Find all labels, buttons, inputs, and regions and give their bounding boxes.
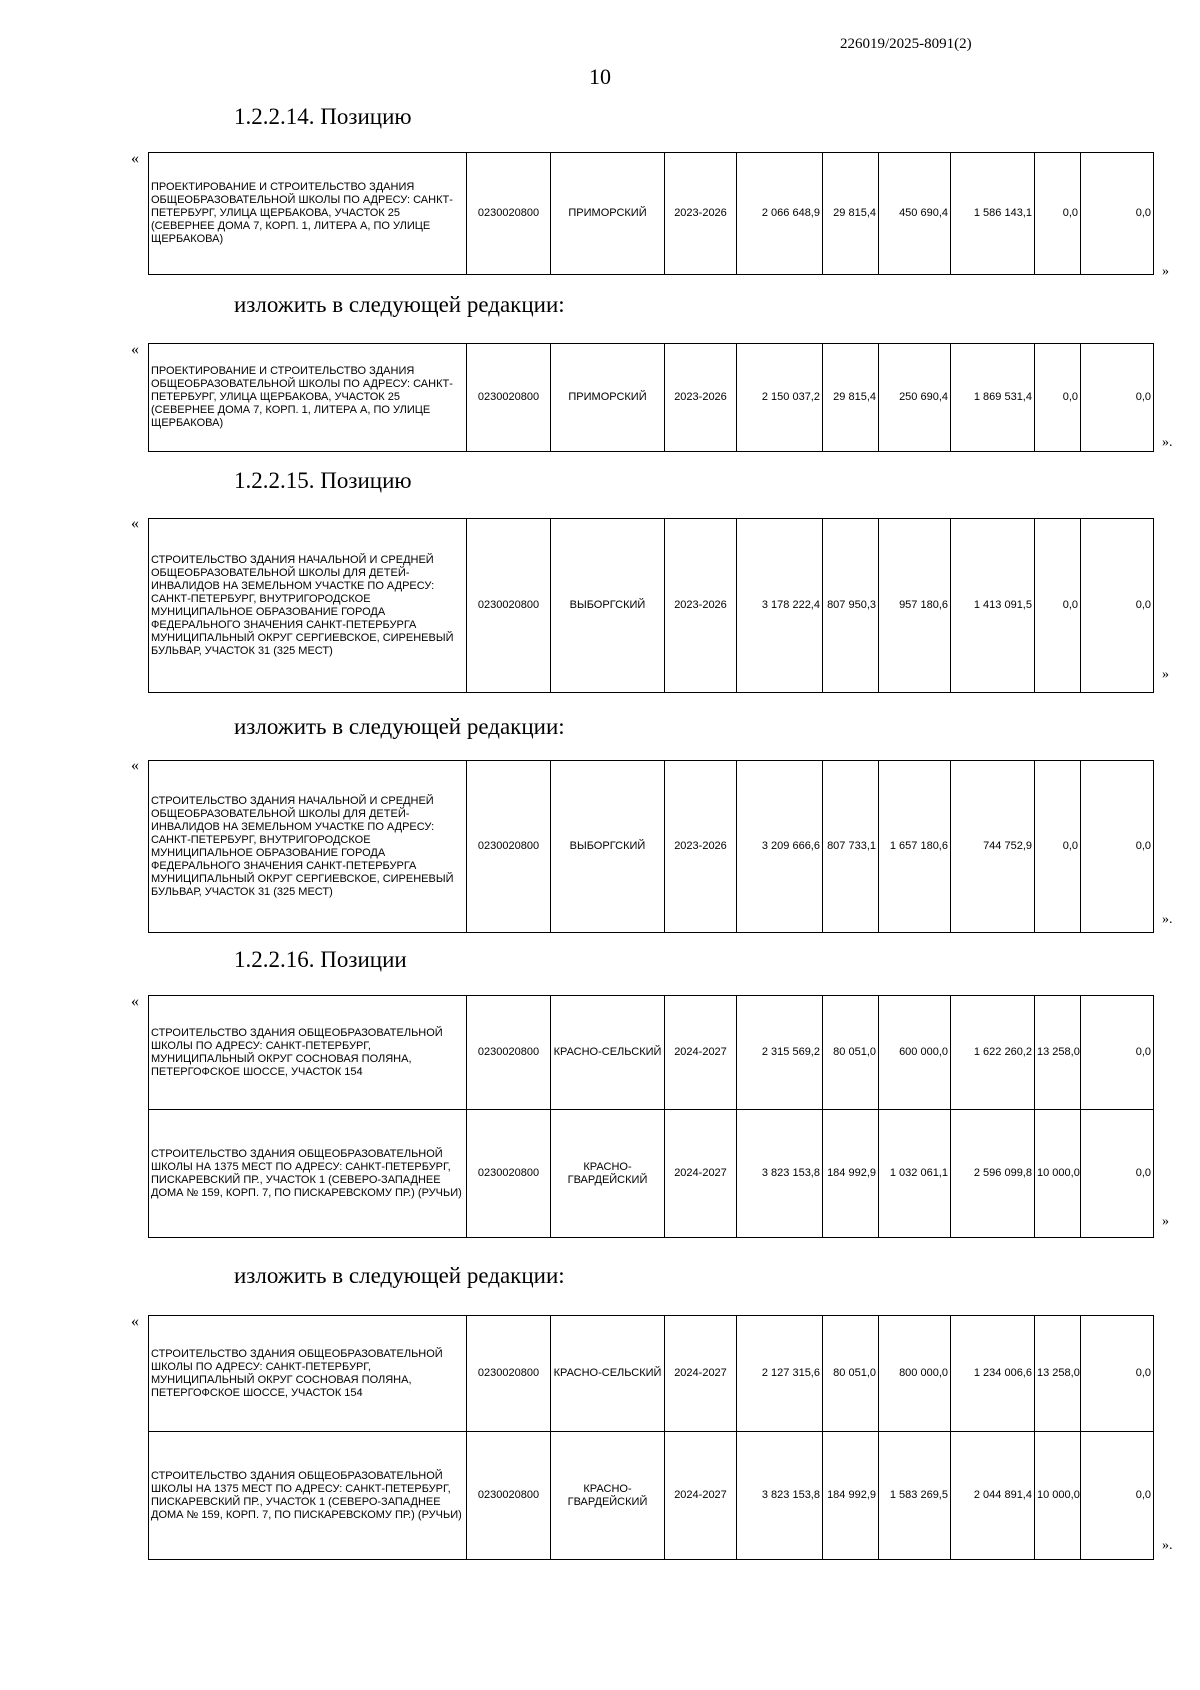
amount-cell: 80 051,0 [823,996,879,1110]
amount-cell: 10 000,0 [1035,1432,1081,1560]
amount-cell: 0,0 [1035,344,1081,452]
quote-open: « [131,993,139,1010]
amount-cell: 1 586 143,1 [951,153,1035,275]
position-table-new [148,760,1154,933]
amount-cell: 1 657 180,6 [879,761,951,933]
table-row [149,519,1154,693]
position-table-old [148,152,1154,275]
quote-close: » [1162,264,1169,279]
table-row [149,761,1154,933]
table-row [149,153,1154,275]
budget-code-cell: 0230020800 [467,1316,551,1432]
amount-cell: 2 066 648,9 [737,153,823,275]
quote-open: « [131,150,139,167]
budget-code-cell: 0230020800 [467,1432,551,1560]
years-cell: 2023-2026 [665,344,737,452]
amount-cell: 600 000,0 [879,996,951,1110]
amount-cell: 2 315 569,2 [737,996,823,1110]
amount-cell: 0,0 [1035,153,1081,275]
object-name-cell: ПРОЕКТИРОВАНИЕ И СТРОИТЕЛЬСТВО ЗДАНИЯ ОБЩЕОБРАЗОВАТЕЛЬНОЙ ШКОЛЫ ПО АДРЕСУ: САНКТ-ПЕТЕРБУРГ, УЛИЦА ЩЕРБАКОВА, УЧАСТОК 25 (СЕВЕРНЕЕ ДОМА 7, КОРП. 1, ЛИТЕРА А, ПО УЛИЦЕ ЩЕРБАКОВА) [149,153,467,275]
district-cell: КРАСНО-СЕЛЬСКИЙ [551,1316,665,1432]
amount-cell: 1 869 531,4 [951,344,1035,452]
amount-cell: 1 583 269,5 [879,1432,951,1560]
quote-close: ». [1162,1538,1173,1553]
amount-cell: 2 150 037,2 [737,344,823,452]
district-cell: ВЫБОРГСКИЙ [551,761,665,933]
years-cell: 2023-2026 [665,519,737,693]
amount-cell: 0,0 [1081,153,1154,275]
position-table-old [148,995,1154,1238]
amount-cell: 250 690,4 [879,344,951,452]
object-name-cell: СТРОИТЕЛЬСТВО ЗДАНИЯ НАЧАЛЬНОЙ И СРЕДНЕЙ ОБЩЕОБРАЗОВАТЕЛЬНОЙ ШКОЛЫ ДЛЯ ДЕТЕЙ-ИНВАЛИДОВ НА ЗЕМЕЛЬНОМ УЧАСТКЕ ПО АДРЕСУ: САНКТ-ПЕТЕРБУРГ, ВНУТРИГОРОДСКОЕ МУНИЦИПАЛЬНОЕ ОБРАЗОВАНИЕ ГОРОДА ФЕДЕРАЛЬНОГО ЗНАЧЕНИЯ САНКТ-ПЕТЕРБУРГА МУНИЦИПАЛЬНЫЙ ОКРУГ СЕРГИЕВСКОЕ, СИРЕНЕВЫЙ БУЛЬВАР, УЧАСТОК 31 (325 МЕСТ) [149,519,467,693]
quote-open: « [131,757,139,774]
amount-cell: 0,0 [1081,996,1154,1110]
amount-cell: 2 127 315,6 [737,1316,823,1432]
amount-cell: 2 044 891,4 [951,1432,1035,1560]
years-cell: 2024-2027 [665,1316,737,1432]
district-cell: КРАСНО-ГВАРДЕЙСКИЙ [551,1432,665,1560]
amount-cell: 450 690,4 [879,153,951,275]
amount-cell: 1 032 061,1 [879,1110,951,1238]
amount-cell: 1 622 260,2 [951,996,1035,1110]
quote-close: » [1162,1214,1169,1229]
years-cell: 2024-2027 [665,1110,737,1238]
budget-code-cell: 0230020800 [467,761,551,933]
table-row [149,1432,1154,1560]
amount-cell: 0,0 [1035,761,1081,933]
amount-cell: 0,0 [1081,761,1154,933]
years-cell: 2024-2027 [665,1432,737,1560]
district-cell: ПРИМОРСКИЙ [551,153,665,275]
years-cell: 2023-2026 [665,153,737,275]
district-cell: ПРИМОРСКИЙ [551,344,665,452]
district-cell: КРАСНО-ГВАРДЕЙСКИЙ [551,1110,665,1238]
amount-cell: 10 000,0 [1035,1110,1081,1238]
budget-code-cell: 0230020800 [467,1110,551,1238]
years-cell: 2024-2027 [665,996,737,1110]
object-name-cell: СТРОИТЕЛЬСТВО ЗДАНИЯ ОБЩЕОБРАЗОВАТЕЛЬНОЙ ШКОЛЫ ПО АДРЕСУ: САНКТ-ПЕТЕРБУРГ, МУНИЦИПАЛЬНЫЙ ОКРУГ СОСНОВАЯ ПОЛЯНА, ПЕТЕРГОФСКОЕ ШОССЕ, УЧАСТОК 154 [149,996,467,1110]
budget-code-cell: 0230020800 [467,996,551,1110]
amount-cell: 3 209 666,6 [737,761,823,933]
amount-cell: 0,0 [1081,344,1154,452]
position-table-new [148,1315,1154,1560]
amount-cell: 3 178 222,4 [737,519,823,693]
page-number: 10 [589,64,611,89]
amount-cell: 184 992,9 [823,1432,879,1560]
amount-cell: 807 950,3 [823,519,879,693]
amount-cell: 744 752,9 [951,761,1035,933]
amount-cell: 800 000,0 [879,1316,951,1432]
edit-heading: изложить в следующей редакции: [234,292,565,317]
position-table-new [148,343,1154,452]
quote-open: « [131,515,139,532]
quote-close: ». [1162,912,1173,927]
quote-close: ». [1162,435,1173,450]
section-heading: 1.2.2.14. Позицию [234,104,412,129]
amount-cell: 3 823 153,8 [737,1432,823,1560]
amount-cell: 0,0 [1081,1432,1154,1560]
table-row [149,1316,1154,1432]
object-name-cell: СТРОИТЕЛЬСТВО ЗДАНИЯ ОБЩЕОБРАЗОВАТЕЛЬНОЙ ШКОЛЫ ПО АДРЕСУ: САНКТ-ПЕТЕРБУРГ, МУНИЦИПАЛЬНЫЙ ОКРУГ СОСНОВАЯ ПОЛЯНА, ПЕТЕРГОФСКОЕ ШОССЕ, УЧАСТОК 154 [149,1316,467,1432]
district-cell: ВЫБОРГСКИЙ [551,519,665,693]
edit-heading: изложить в следующей редакции: [234,1263,565,1288]
amount-cell: 0,0 [1081,1110,1154,1238]
quote-close: » [1162,667,1169,682]
object-name-cell: СТРОИТЕЛЬСТВО ЗДАНИЯ ОБЩЕОБРАЗОВАТЕЛЬНОЙ ШКОЛЫ НА 1375 МЕСТ ПО АДРЕСУ: САНКТ-ПЕТЕРБУРГ, ПИСКАРЕВСКИЙ ПР., УЧАСТОК 1 (СЕВЕРО-ЗАПАДНЕЕ ДОМА № 159, КОРП. 7, ПО ПИСКАРЕВСКОМУ ПР.) (РУЧЬИ) [149,1432,467,1560]
amount-cell: 184 992,9 [823,1110,879,1238]
amount-cell: 1 413 091,5 [951,519,1035,693]
section-heading: 1.2.2.15. Позицию [234,468,412,493]
amount-cell: 80 051,0 [823,1316,879,1432]
amount-cell: 29 815,4 [823,153,879,275]
amount-cell: 13 258,0 [1035,1316,1081,1432]
amount-cell: 2 596 099,8 [951,1110,1035,1238]
edit-heading: изложить в следующей редакции: [234,714,565,739]
amount-cell: 957 180,6 [879,519,951,693]
budget-code-cell: 0230020800 [467,519,551,693]
amount-cell: 807 733,1 [823,761,879,933]
budget-code-cell: 0230020800 [467,153,551,275]
table-row [149,996,1154,1110]
amount-cell: 0,0 [1035,519,1081,693]
budget-code-cell: 0230020800 [467,344,551,452]
object-name-cell: СТРОИТЕЛЬСТВО ЗДАНИЯ ОБЩЕОБРАЗОВАТЕЛЬНОЙ ШКОЛЫ НА 1375 МЕСТ ПО АДРЕСУ: САНКТ-ПЕТЕРБУРГ, ПИСКАРЕВСКИЙ ПР., УЧАСТОК 1 (СЕВЕРО-ЗАПАДНЕЕ ДОМА № 159, КОРП. 7, ПО ПИСКАРЕВСКОМУ ПР.) (РУЧЬИ) [149,1110,467,1238]
object-name-cell: СТРОИТЕЛЬСТВО ЗДАНИЯ НАЧАЛЬНОЙ И СРЕДНЕЙ ОБЩЕОБРАЗОВАТЕЛЬНОЙ ШКОЛЫ ДЛЯ ДЕТЕЙ-ИНВАЛИДОВ НА ЗЕМЕЛЬНОМ УЧАСТКЕ ПО АДРЕСУ: САНКТ-ПЕТЕРБУРГ, ВНУТРИГОРОДСКОЕ МУНИЦИПАЛЬНОЕ ОБРАЗОВАНИЕ ГОРОДА ФЕДЕРАЛЬНОГО ЗНАЧЕНИЯ САНКТ-ПЕТЕРБУРГА МУНИЦИПАЛЬНЫЙ ОКРУГ СЕРГИЕВСКОЕ, СИРЕНЕВЫЙ БУЛЬВАР, УЧАСТОК 31 (325 МЕСТ) [149,761,467,933]
amount-cell: 3 823 153,8 [737,1110,823,1238]
amount-cell: 13 258,0 [1035,996,1081,1110]
section-heading: 1.2.2.16. Позиции [234,947,407,972]
amount-cell: 1 234 006,6 [951,1316,1035,1432]
amount-cell: 0,0 [1081,519,1154,693]
document-number: 226019/2025-8091(2) [840,36,972,52]
district-cell: КРАСНО-СЕЛЬСКИЙ [551,996,665,1110]
object-name-cell: ПРОЕКТИРОВАНИЕ И СТРОИТЕЛЬСТВО ЗДАНИЯ ОБЩЕОБРАЗОВАТЕЛЬНОЙ ШКОЛЫ ПО АДРЕСУ: САНКТ-ПЕТЕРБУРГ, УЛИЦА ЩЕРБАКОВА, УЧАСТОК 25 (СЕВЕРНЕЕ ДОМА 7, КОРП. 1, ЛИТЕРА А, ПО УЛИЦЕ ЩЕРБАКОВА) [149,344,467,452]
position-table-old [148,518,1154,693]
quote-open: « [131,1313,139,1330]
years-cell: 2023-2026 [665,761,737,933]
quote-open: « [131,341,139,358]
table-row [149,1110,1154,1238]
amount-cell: 0,0 [1081,1316,1154,1432]
amount-cell: 29 815,4 [823,344,879,452]
table-row [149,344,1154,452]
